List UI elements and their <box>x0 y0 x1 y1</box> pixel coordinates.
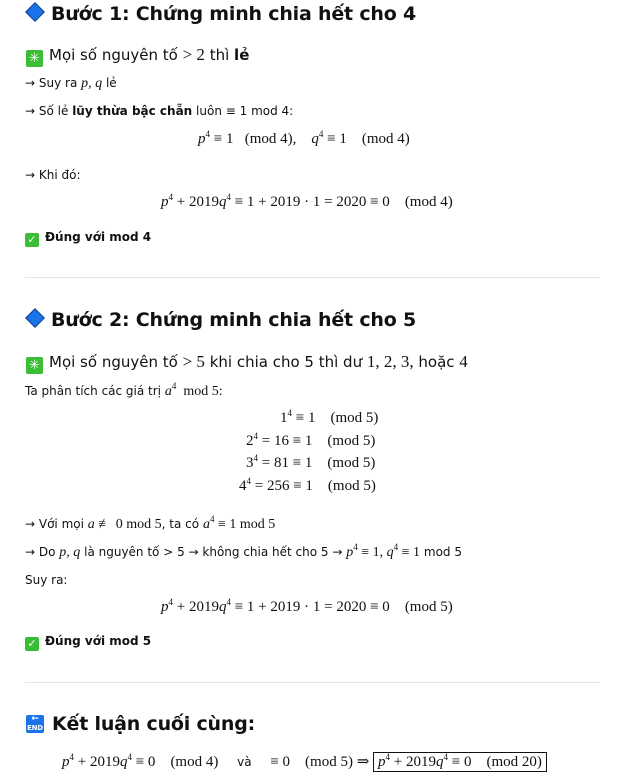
step2-line2-suffix: mod 5 <box>423 545 462 559</box>
step1-line1-prefix: → Suy ra <box>25 76 78 90</box>
step2-eq-tail: ≡ 1 + 2019 · 1 = 2020 ≡ 0 <box>234 599 390 615</box>
section-divider <box>25 277 600 278</box>
row-base: 2 <box>246 433 254 449</box>
step1-line2-suffix: luôn ≡ 1 mod 4: <box>196 104 294 118</box>
conclusion-title: Kết luận cuối cùng: <box>52 713 255 735</box>
row-base: 3 <box>246 455 254 471</box>
step2-analyze: Ta phân tích các giá trị $a^4$ mod 5: <box>25 381 223 399</box>
step2-title: Bước 2: Chứng minh chia hết cho 5 <box>51 309 417 331</box>
step2-line2-middle: là nguyên tố > 5 → không chia hết cho 5 → <box>84 545 343 559</box>
row-mod: (mod 5) <box>327 478 376 494</box>
step1-then-label: → Khi đó: <box>25 168 81 182</box>
diamond-icon <box>25 2 45 22</box>
step2-line2-prefix: → Do <box>25 545 56 559</box>
boxed-rest: + 2019 <box>393 754 436 770</box>
step1-claim-prefix: Mọi số nguyên tố <box>49 46 178 64</box>
row-base: 1 <box>280 410 288 426</box>
conclusion-part1-tail: ≡ 0 <box>135 754 156 770</box>
eight-spoked-asterisk-icon: ✳ <box>26 50 43 67</box>
step1-result <box>25 230 151 247</box>
row-rhs: = 256 ≡ 1 <box>254 478 313 494</box>
step1-equation-1: $p^4 \equiv 1$ (mod 4), $q^4 \equiv 1$ (mod 4) <box>198 129 410 147</box>
step2-so-label: Suy ra: <box>25 573 68 587</box>
step2-claim-middle: khi chia cho 5 thì dư <box>209 353 363 371</box>
step2-line1-middle: , ta có <box>161 517 200 531</box>
step1-claim-bold: lẻ <box>234 46 250 64</box>
step1-eq1-mod: (mod 4), <box>244 131 297 147</box>
conclusion-part1: + 2019 <box>77 754 120 770</box>
step1-claim-math: > 2 <box>182 45 205 64</box>
step1-eq1-left: ≡ 1 <box>213 131 234 147</box>
step2-line1: → Với mọi a ≢ 0 mod 5, ta có $a^4 \equiv 1$ mod 5 <box>25 514 276 532</box>
step2-line1-prefix: → Với mọi <box>25 517 84 531</box>
step2-claim-math: > 5 <box>182 352 205 371</box>
row-mod: (mod 5) <box>327 455 376 471</box>
step1-eq2-mod: (mod 4) <box>404 194 453 210</box>
step1-line1 <box>25 76 117 92</box>
step2-analyze-prefix: Ta phân tích các giá trị <box>25 384 162 398</box>
step2-line2-math3: ≡ 1 <box>401 545 421 560</box>
step1-claim-suffix: thì <box>209 46 230 64</box>
step1-equation-2: $p^4 + 2019q^4 \equiv 1 + 2019 \cdot 1 = 2020 \equiv 0$ (mod 4) <box>161 192 453 210</box>
step1-result-text: Đúng với mod 4 <box>45 230 152 244</box>
step1-line1-suffix: lẻ <box>105 76 117 90</box>
end-arrow-icon: ← END <box>27 714 43 732</box>
step1-line1-math: p, q <box>81 76 103 91</box>
step1-title: Bước 1: Chứng minh chia hết cho 4 <box>51 3 417 25</box>
row-rhs: = 16 ≡ 1 <box>261 433 313 449</box>
step2-line2: → Do p, q là nguyên tố > 5 → không chia hết cho $5 \to p^4 \equiv 1$, $q^4 \equiv 1$ mod 5 <box>25 542 462 560</box>
power-row-4: $4^4 = 256 \equiv 1$ (mod 5) <box>239 476 376 494</box>
row-rhs: = 81 ≡ 1 <box>261 455 313 471</box>
step2-analyze-mod: mod 5: <box>183 384 223 399</box>
conclusion-heading <box>26 713 255 735</box>
row-mod: (mod 5) <box>327 433 376 449</box>
step1-heading <box>22 3 416 25</box>
step1-line2-bold: lũy thừa bậc chẵn <box>72 104 193 118</box>
step1-line2-prefix: → Số lẻ <box>25 104 69 118</box>
step2-result <box>25 634 151 651</box>
step2-claim-math2: 1, 2, 3, <box>366 352 414 371</box>
step1-line2 <box>25 104 293 118</box>
step1-eq2-tail: ≡ 1 + 2019 · 1 = 2020 ≡ 0 <box>234 194 390 210</box>
conclusion-equation: $p^4 + 2019q^4 \equiv 0$ (mod 4) và ≡ 0 (mod 5) ⇒ $p^4 + 2019q^4 \equiv 0$ (mod 20) <box>62 752 547 771</box>
power-row-1: $1^4 \equiv 1$ (mod 5) <box>280 408 379 426</box>
conclusion-mod5: (mod 5) ⇒ <box>305 754 370 770</box>
conclusion-part2: ≡ 0 <box>270 754 291 770</box>
step2-result-text: Đúng với mod 5 <box>45 634 152 648</box>
step2-line1-math: ≢ 0 mod 5 <box>98 517 162 532</box>
power-row-2: $2^4 = 16 \equiv 1$ (mod 5) <box>246 431 376 449</box>
step2-claim-prefix: Mọi số nguyên tố <box>49 353 178 371</box>
step2-claim <box>26 352 468 374</box>
step1-claim <box>26 45 249 67</box>
row-mod: (mod 5) <box>330 410 379 426</box>
power-row-3: $3^4 = 81 \equiv 1$ (mod 5) <box>246 453 376 471</box>
diamond-icon <box>25 308 45 328</box>
boxed-tail: ≡ 0 <box>451 754 472 770</box>
end-icon-text: END <box>27 724 43 732</box>
step1-eq1-mod2: (mod 4) <box>361 131 410 147</box>
boxed-mod: (mod 20) <box>486 754 542 770</box>
eight-spoked-asterisk-icon: ✳ <box>26 357 43 374</box>
check-mark-icon: ✓ <box>25 233 39 247</box>
check-mark-icon: ✓ <box>25 637 39 651</box>
step2-equation: $p^4 + 2019q^4 \equiv 1 + 2019 \cdot 1 = 2020 \equiv 0$ (mod 5) <box>161 597 453 615</box>
step2-eq-mod: (mod 5) <box>404 599 453 615</box>
step2-heading <box>22 309 416 331</box>
step1-eq2-rest: + 2019 <box>176 194 219 210</box>
step2-eq-rest: + 2019 <box>176 599 219 615</box>
conclusion-and: và <box>237 755 252 769</box>
conclusion-mod4: (mod 4) <box>170 754 219 770</box>
final-boxed-result: $p^4 + 2019q^4 \equiv 0$ (mod 20) <box>373 752 547 772</box>
step2-line2-math: p, q <box>59 545 81 560</box>
step2-claim-math3: 4 <box>459 352 468 371</box>
step2-line2-math2: ≡ 1, <box>361 545 384 560</box>
step2-claim-or: hoặc <box>418 353 455 371</box>
section-divider <box>25 682 600 683</box>
step2-line1-math2: ≡ 1 mod 5 <box>217 517 276 532</box>
row-base: 4 <box>239 478 247 494</box>
step1-eq1-right: ≡ 1 <box>327 131 347 147</box>
row-rhs: ≡ 1 <box>295 410 316 426</box>
